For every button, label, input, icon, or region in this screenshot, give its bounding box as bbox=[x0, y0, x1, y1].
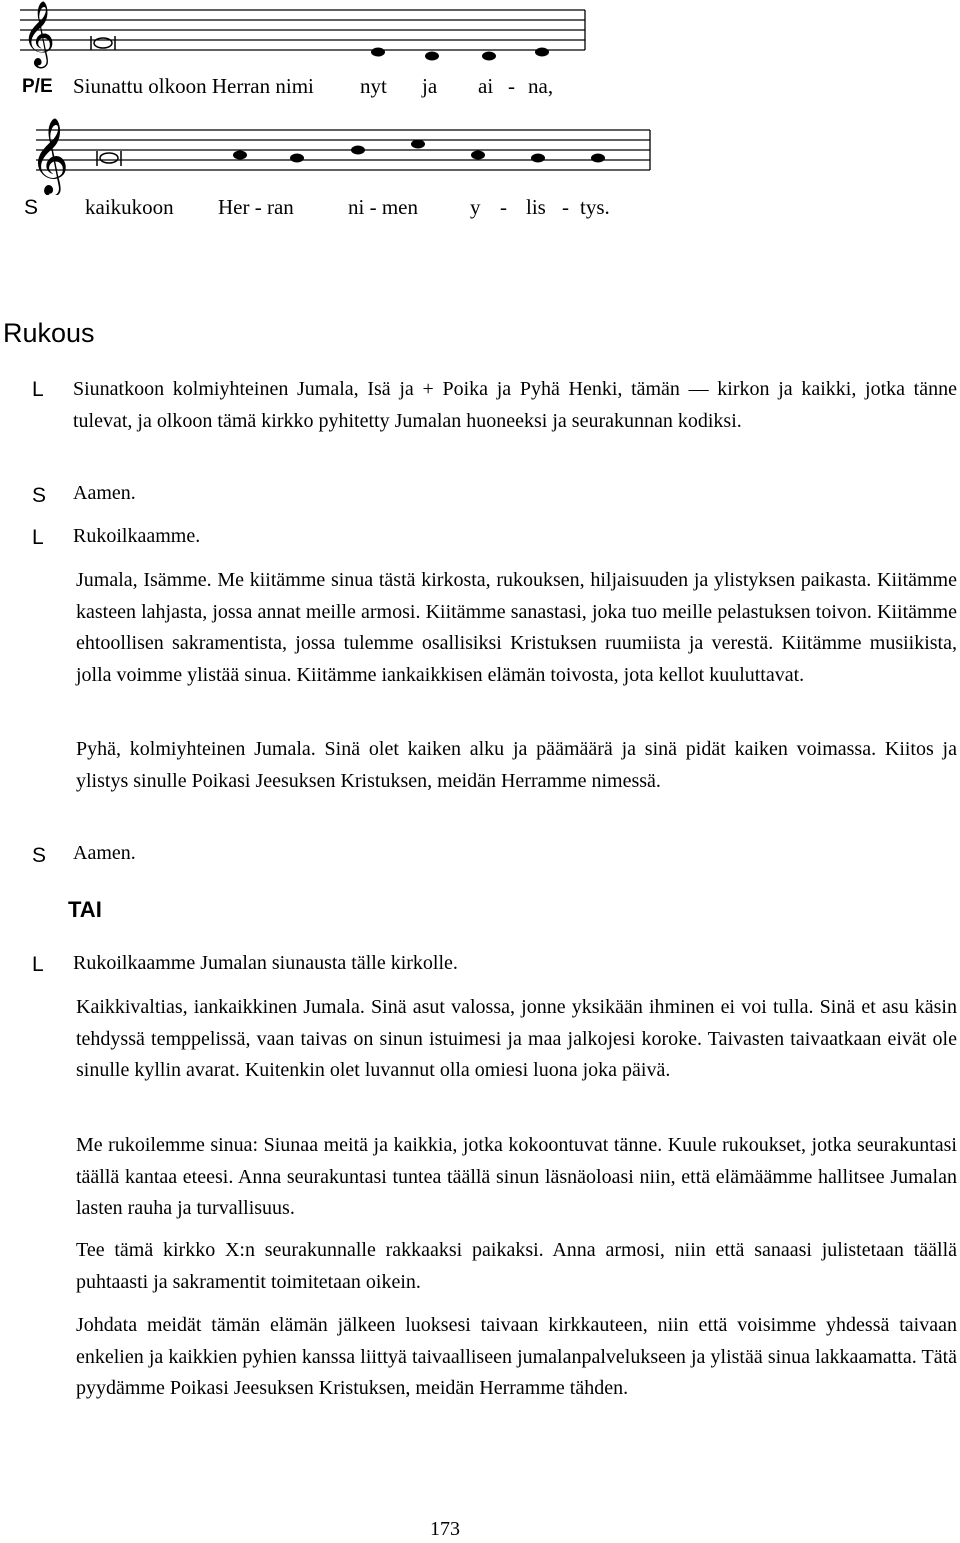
lyric: na, bbox=[528, 74, 554, 98]
lyric: Her - ran bbox=[218, 195, 294, 219]
page-number: 173 bbox=[430, 1518, 460, 1540]
music-staff-1 bbox=[0, 0, 600, 70]
lyric: ja bbox=[422, 74, 438, 98]
breve-note bbox=[97, 151, 121, 166]
note-heads bbox=[233, 140, 605, 163]
lyric: - bbox=[562, 195, 569, 219]
breve-note bbox=[91, 36, 115, 50]
prayer-invitation: Rukoilkaamme. bbox=[73, 525, 201, 547]
prayer-paragraph: Tee tämä kirkko X:n seurakunnalle rakkaaksi paikaksi. Anna armosi, niin että sanaasi julistetaan täällä puhtaasti ja sakramentit toimitetaan oikein. bbox=[76, 1239, 957, 1293]
role-l: L bbox=[32, 378, 44, 401]
prayer-text: Siunatkoon kolmiyhteinen Jumala, Isä ja + Poika ja Pyhä Henki, tämän — kirkon ja kaikki, jotka tänne tulevat, ja olkoon tämä kirkko pyhitetty Jumalan huoneeksi ja seurakunnan kodiksi. bbox=[73, 378, 957, 432]
lyric: y bbox=[470, 195, 481, 219]
role-s: S bbox=[24, 196, 39, 219]
prayer-paragraph: Jumala, Isämme. Me kiitämme sinua tästä kirkosta, rukouksen, hiljaisuuden ja ylistyksen paikasta. Kiitämme kasteen lahjasta, jossa annat meille armosi. Kiitämme sanastasi, joka tuo meille pelastuksen toivon. Kiitämme ehtoollisen sakramentista, jossa tulemme osallisiksi Kristuksen ruumiista ja verestä. Kiitämme musiikista, jolla voimme ylistää sinua. Kiitämme iankaikkisen elämän toivosta, jota kellot kuuluttavat. bbox=[76, 569, 957, 686]
music-staff-2 bbox=[0, 110, 660, 195]
prayer-paragraph: Pyhä, kolmiyhteinen Jumala. Sinä olet kaiken alku ja päämäärä ja sinä pidät kaiken voimassa. Kiitos ja ylistys sinulle Poikasi Jeesuksen Kristuksen, meidän Herramme nimessä. bbox=[76, 738, 957, 792]
prayer-paragraph: Me rukoilemme sinua: Siunaa meitä ja kaikkia, jotka kokoontuvat tänne. Kuule rukoukset, jotka seurakuntasi täällä kantaa eteesi. Anna seurakuntasi tuntea täällä sinun läsnäoloasi niin, että elämäämme hallitsee Jumalan lasten rauha ja turvallisuus. bbox=[76, 1134, 957, 1219]
treble-clef-icon bbox=[22, 1, 55, 68]
prayer-paragraph: Johdata meidät tämän elämän jälkeen luoksesi taivaan kirkkauteen, niin että voisimme yhdessä taivaan enkelien ja kaikkien pyhien kanssa liittyä taivaalliseen jumalanpalvelukseen ja ylistää sinua lakkaamatta. Tätä pyydämme Poikasi Jeesuksen Kristuksen, meidän Herramme tähden. bbox=[76, 1314, 957, 1399]
lyric: nyt bbox=[360, 74, 387, 98]
lyric: - bbox=[500, 195, 507, 219]
role-l: L bbox=[32, 953, 44, 976]
section-heading: Rukous bbox=[3, 318, 95, 348]
lyric: ni - men bbox=[348, 195, 418, 219]
lyric: tys. bbox=[580, 195, 610, 219]
prayer-invitation: Rukoilkaamme Jumalan siunausta tälle kirkolle. bbox=[73, 952, 458, 974]
prayer-paragraph: Kaikkivaltias, iankaikkinen Jumala. Sinä asut valossa, jonne yksikään ihminen ei voi tulla. Sinä et asu käsin tehdyssä temppelissä, vaan taivas on sinun istuimesi ja maa jalkojesi koroke. Taivasten taivaatkaan eivät ole sinulle kyllin avarat. Kuitenkin olet luvannut olla omiesi luona joka päivä. bbox=[76, 996, 957, 1081]
treble-clef-icon bbox=[30, 117, 69, 195]
response-amen: Aamen. bbox=[73, 482, 136, 504]
lyric: lis bbox=[526, 195, 546, 219]
alternative-label: TAI bbox=[68, 897, 102, 922]
role-pe: P/E bbox=[22, 76, 53, 97]
lyric: ai bbox=[478, 74, 494, 98]
lyric: Siunattu olkoon Herran nimi bbox=[73, 74, 314, 98]
lyric: - bbox=[508, 74, 515, 98]
role-l: L bbox=[32, 526, 44, 549]
response-amen: Aamen. bbox=[73, 842, 136, 864]
lyric: kaikukoon bbox=[85, 195, 174, 219]
role-s: S bbox=[32, 484, 47, 507]
svg-text:𝄞: 𝄞 bbox=[22, 1, 56, 66]
svg-text:𝄞: 𝄞 bbox=[30, 117, 70, 194]
role-s: S bbox=[32, 844, 47, 867]
